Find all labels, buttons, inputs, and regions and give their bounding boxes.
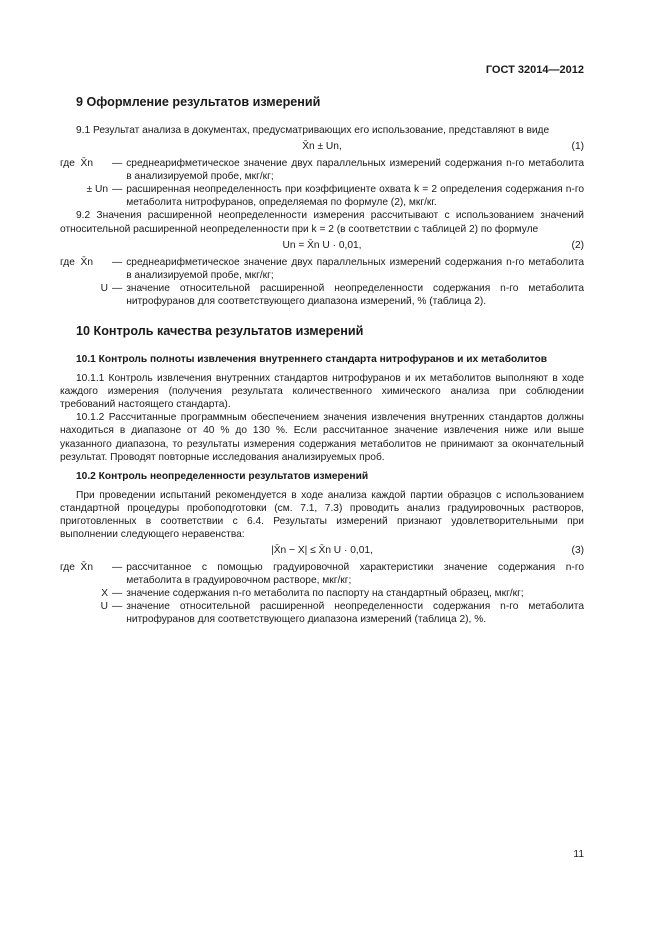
page-number: 11: [573, 849, 584, 860]
definition-text: значение содержания n-го метаболита по паспорту на стандартный образец, мкг/кг;: [126, 588, 524, 600]
definition-symbol: где X̄n: [60, 256, 93, 268]
paragraph-9-2: 9.2 Значения расширенной неопределенности измерения рассчитывают с использованием значений относительной расширенной неопределенности при k = 2 (в соответствии с таблицей 2) по формуле: [60, 210, 584, 235]
formula-3: [60, 541, 584, 561]
formula-1: [60, 137, 584, 157]
definition-text: рассчитанное с помощью градуировочной характеристики значение содержания n-го метаболита в градуировочном растворе, мкг/кг;: [126, 562, 584, 587]
definition-symbol: ± Un: [86, 184, 108, 196]
definition-row: где X̄n — среднеарифметическое значение двух параллельных измерений содержания n-го метаболита в анализируемой пробе, мкг/кг;: [60, 256, 584, 281]
section-9-title: 9 Оформление результатов измерений: [76, 95, 321, 109]
definition-text: среднеарифметическое значение двух параллельных измерений содержания n-го метаболита в анализируемой пробе, мкг/кг;: [126, 256, 584, 281]
definition-row: U — значение относительной расширенной неопределенности содержания n-го метаболита нитрофуранов для соответствующего диапазона измерений, % (таблица 2).: [60, 282, 584, 308]
paragraph-9-1: 9.1 Результат анализа в документах, предусматривающих его использование, представляют в виде: [76, 125, 550, 136]
paragraph-10-1-1: 10.1.1 Контроль извлечения внутренних стандартов нитрофуранов и их метаболитов выполняют в ходе каждого измерения (получения результата количественного химического анализа при соблюдении требований настоящего стандарта).: [60, 373, 584, 411]
definition-symbol: где X̄n: [60, 158, 93, 170]
definition-text: значение относительной расширенной неопределенности содержания n-го метаболита нитрофуранов для соответствующего диапазона измерений (таблица 2), %.: [126, 601, 584, 626]
definition-row: где X̄n — среднеарифметическое значение двух параллельных измерений содержания n-го метаболита в анализируемой пробе, мкг/кг;: [60, 158, 584, 183]
formula-3-text: |X̄n − X| ≤ X̄n U · 0,01,: [271, 545, 373, 557]
formula-2-number: (2): [571, 239, 584, 251]
formula-2: [60, 236, 584, 256]
definition-row: где X̄n — рассчитанное с помощью градуировочной характеристики значение содержания n-го метаболита в градуировочном растворе, мкг/кг;: [60, 562, 584, 587]
definition-symbol: где X̄n: [60, 562, 93, 574]
paragraph-10-2: При проведении испытаний рекомендуется в ходе анализа каждой партии образцов с использованием стандартной процедуры пробоподготовки (см. 7.1, 7.3) проводить анализ градуировочных растворов, приготовленных в соответствии с 6.4. Результаты измерений признают удовлетворительными при выполнении следующего неравенства:: [60, 489, 584, 540]
definition-symbol: U: [100, 601, 108, 613]
paragraph-10-1-2: 10.1.2 Рассчитанные программным обеспечением значения извлечения внутренних стандартов должны находиться в диапазоне от 40 % до 130 %. Если рассчитанное значение извлечения ниже или выше указанного диапазона, то результаты измерения содержания метаболитов не принимают за окончательный результат. Проводят повторные исследования анализируемых проб.: [60, 412, 584, 463]
formula-3-number: (3): [571, 545, 584, 557]
definition-symbol: X: [101, 588, 108, 600]
subsection-10-2-title: 10.2 Контроль неопределенности результатов измерений: [76, 470, 369, 482]
formula-1-number: (1): [571, 141, 584, 153]
standard-header: ГОСТ 32014—2012: [485, 64, 584, 76]
definition-symbol: U: [100, 282, 108, 294]
definition-row: U — значение относительной расширенной неопределенности содержания n-го метаболита нитрофуранов для соответствующего диапазона измерений (таблица 2), %.: [60, 600, 584, 626]
formula-2-text: Un = X̄n U · 0,01,: [282, 239, 362, 251]
page-content: [60, 95, 584, 627]
section-10-title: 10 Контроль качества результатов измерений: [76, 324, 364, 339]
formula-1-text: X̄n ± Un,: [302, 141, 342, 153]
definition-row: ± Un — расширенная неопределенность при коэффициенте охвата k = 2 определения содержания n-го метаболита нитрофуранов, определяемая по формуле (2), мкг/кг.: [60, 183, 584, 209]
definition-text: значение относительной расширенной неопределенности содержания n-го метаболита нитрофуранов для соответствующего диапазона измерений, % (таблица 2).: [126, 282, 584, 307]
definition-text: среднеарифметическое значение двух параллельных измерений содержания n-го метаболита в анализируемой пробе, мкг/кг;: [126, 158, 584, 183]
definition-row: X — значение содержания n-го метаболита по паспорту на стандартный образец, мкг/кг;: [60, 587, 584, 600]
definition-text: расширенная неопределенность при коэффициенте охвата k = 2 определения содержания n-го метаболита нитрофуранов, определяемая по формуле (2), мкг/кг.: [126, 184, 584, 209]
subsection-10-1-title: 10.1 Контроль полноты извлечения внутреннего стандарта нитрофуранов и их метаболитов: [76, 354, 548, 366]
